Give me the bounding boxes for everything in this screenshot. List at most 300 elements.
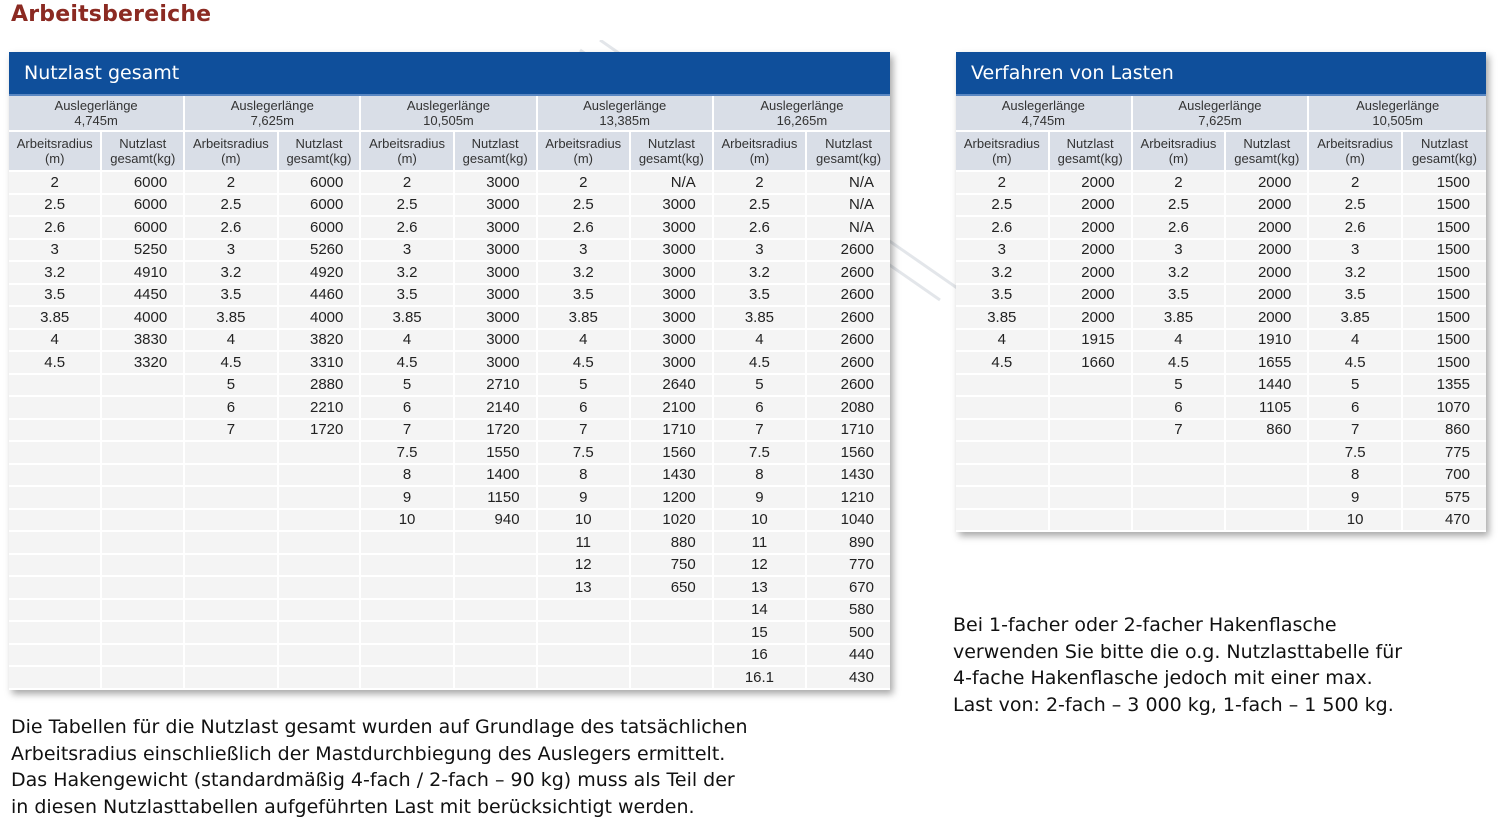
load-cell <box>455 600 538 623</box>
radius-cell <box>956 510 1050 533</box>
load-cell: 3000 <box>631 285 714 308</box>
radius-cell: 9 <box>1309 487 1403 510</box>
nutzlast-header <box>1403 132 1486 172</box>
arbeitsradius-header <box>185 132 278 172</box>
radius-cell: 4 <box>1309 330 1403 353</box>
radius-cell <box>185 487 278 510</box>
column-header-line: gesamt(kg) <box>462 151 528 166</box>
boom-length-header <box>714 96 890 132</box>
load-cell <box>102 577 185 600</box>
load-cell: 4460 <box>279 285 362 308</box>
radius-cell: 3.85 <box>9 307 102 330</box>
column-header-line: gesamt(kg) <box>638 151 704 166</box>
table-row <box>956 330 1486 353</box>
radius-cell <box>361 622 454 645</box>
load-cell: 1915 <box>1050 330 1133 353</box>
radius-cell: 14 <box>714 600 807 623</box>
radius-cell: 3.85 <box>1309 307 1403 330</box>
load-cell <box>1226 510 1309 533</box>
radius-cell: 4.5 <box>538 352 631 375</box>
radius-cell <box>956 465 1050 488</box>
load-cell: 1560 <box>631 442 714 465</box>
radius-cell <box>956 375 1050 398</box>
column-header-line: Nutzlast <box>1420 136 1468 151</box>
radius-cell: 2.5 <box>1309 195 1403 218</box>
radius-cell: 6 <box>538 397 631 420</box>
radius-cell <box>361 667 454 690</box>
table-row <box>9 217 890 240</box>
radius-cell <box>538 600 631 623</box>
column-header-line: (m) <box>992 151 1012 166</box>
note-line: verwenden Sie bitte die o.g. Nutzlasttabelle für <box>953 640 1403 663</box>
nutzlast-header <box>807 132 890 172</box>
column-header-line: (m) <box>749 151 770 166</box>
radius-cell <box>185 442 278 465</box>
load-cell: 3000 <box>455 195 538 218</box>
load-cell <box>279 667 362 690</box>
load-cell: 1150 <box>455 487 538 510</box>
table-row <box>956 397 1486 420</box>
load-cell: 1710 <box>631 420 714 443</box>
load-cell: 1070 <box>1403 397 1486 420</box>
load-cell: 2000 <box>1050 285 1133 308</box>
load-cell: 3000 <box>631 217 714 240</box>
column-header-line: Arbeitsradius <box>16 136 93 151</box>
radius-cell <box>185 577 278 600</box>
load-cell: 2600 <box>807 262 890 285</box>
boom-length-value: 10,505m <box>423 113 474 128</box>
column-header-line: Nutzlast <box>1243 136 1291 151</box>
radius-cell <box>9 645 102 668</box>
load-cell: 2100 <box>631 397 714 420</box>
radius-cell: 3.5 <box>1309 285 1403 308</box>
load-cell: 940 <box>455 510 538 533</box>
boom-length-label: Auslegerlänge <box>583 98 667 113</box>
load-cell <box>102 375 185 398</box>
load-cell: 2000 <box>1050 262 1133 285</box>
load-cell: 6000 <box>279 172 362 195</box>
radius-cell: 4.5 <box>714 352 807 375</box>
radius-cell: 4 <box>538 330 631 353</box>
radius-cell: 2 <box>1309 172 1403 195</box>
boom-length-header <box>1133 96 1310 132</box>
radius-cell: 3.5 <box>956 285 1050 308</box>
radius-cell: 3.85 <box>1133 307 1227 330</box>
load-cell: 1500 <box>1403 240 1486 263</box>
table-row <box>9 442 890 465</box>
load-cell: 2140 <box>455 397 538 420</box>
radius-cell: 3.2 <box>1133 262 1227 285</box>
load-cell: 4450 <box>102 285 185 308</box>
load-cell: 1660 <box>1050 352 1133 375</box>
load-cell: 2000 <box>1226 195 1309 218</box>
nutzlast-header <box>279 132 362 172</box>
load-cell: 6000 <box>102 195 185 218</box>
load-cell: 1105 <box>1226 397 1309 420</box>
arbeitsradius-header <box>538 132 631 172</box>
load-cell <box>279 577 362 600</box>
load-cell: N/A <box>807 195 890 218</box>
arbeitsradius-header <box>9 132 102 172</box>
table-row <box>9 330 890 353</box>
radius-cell: 7.5 <box>361 442 454 465</box>
radius-cell: 6 <box>185 397 278 420</box>
load-cell: 2000 <box>1226 307 1309 330</box>
load-cell: 3320 <box>102 352 185 375</box>
load-cell: 750 <box>631 555 714 578</box>
load-cell: 6000 <box>102 172 185 195</box>
nutzlast-gesamt-table <box>9 96 890 690</box>
load-cell <box>102 667 185 690</box>
radius-cell: 2.5 <box>714 195 807 218</box>
table-row <box>956 262 1486 285</box>
radius-cell <box>361 532 454 555</box>
load-cell: 3830 <box>102 330 185 353</box>
load-cell <box>631 622 714 645</box>
radius-cell: 2 <box>1133 172 1227 195</box>
radius-cell: 7.5 <box>1309 442 1403 465</box>
load-cell <box>279 645 362 668</box>
radius-cell <box>9 555 102 578</box>
radius-cell: 4.5 <box>9 352 102 375</box>
load-cell: 1500 <box>1403 330 1486 353</box>
boom-length-value: 13,385m <box>599 113 650 128</box>
load-cell <box>279 442 362 465</box>
radius-cell: 5 <box>361 375 454 398</box>
radius-cell: 3 <box>538 240 631 263</box>
radius-cell: 9 <box>361 487 454 510</box>
load-cell: 700 <box>1403 465 1486 488</box>
load-cell <box>279 622 362 645</box>
column-header-line: Nutzlast <box>1066 136 1114 151</box>
table-row <box>9 375 890 398</box>
radius-cell: 3.85 <box>538 307 631 330</box>
load-cell: 1550 <box>455 442 538 465</box>
radius-cell: 9 <box>714 487 807 510</box>
load-cell: 770 <box>807 555 890 578</box>
note-line: 4-fache Hakenflasche jedoch mit einer max. <box>953 667 1373 689</box>
radius-cell <box>538 645 631 668</box>
radius-cell: 7 <box>1133 420 1227 443</box>
radius-cell <box>9 622 102 645</box>
boom-length-value: 16,265m <box>776 113 828 128</box>
load-cell: 3000 <box>631 307 714 330</box>
column-header-line: Arbeitsradius <box>1140 136 1217 151</box>
radius-cell <box>361 577 454 600</box>
load-cell <box>455 667 538 690</box>
radius-cell: 2.6 <box>1309 217 1403 240</box>
column-header-line: Nutzlast <box>647 136 695 151</box>
table-row <box>956 420 1486 443</box>
load-cell: 4000 <box>102 307 185 330</box>
radius-cell <box>9 397 102 420</box>
column-header-line: gesamt(kg) <box>1411 151 1477 166</box>
load-cell <box>1226 465 1309 488</box>
load-cell: 4910 <box>102 262 185 285</box>
load-cell: 1710 <box>807 420 890 443</box>
load-cell: 2000 <box>1050 172 1133 195</box>
load-cell <box>1050 510 1133 533</box>
load-cell: 440 <box>807 645 890 668</box>
load-cell: 2000 <box>1226 217 1309 240</box>
radius-cell: 7 <box>361 420 454 443</box>
boom-length-label: Auslegerlänge <box>54 98 138 113</box>
radius-cell: 10 <box>361 510 454 533</box>
boom-length-value: 7,625m <box>1198 113 1242 128</box>
load-cell <box>631 667 714 690</box>
radius-cell: 3.2 <box>361 262 454 285</box>
radius-cell: 4 <box>956 330 1050 353</box>
radius-cell: 7 <box>714 420 807 443</box>
column-header-line: Arbeitsradius <box>545 136 622 151</box>
arbeitsradius-header <box>956 132 1050 172</box>
radius-cell: 5 <box>1133 375 1227 398</box>
table-row <box>9 195 890 218</box>
radius-cell: 3.5 <box>714 285 807 308</box>
load-cell: 3000 <box>631 330 714 353</box>
load-cell: 470 <box>1403 510 1486 533</box>
load-cell: 3000 <box>631 195 714 218</box>
table-row <box>9 240 890 263</box>
load-cell: 2080 <box>807 397 890 420</box>
load-cell: 3000 <box>455 285 538 308</box>
radius-cell: 2.6 <box>714 217 807 240</box>
arbeitsradius-header <box>1309 132 1403 172</box>
load-cell <box>102 622 185 645</box>
load-cell: 2600 <box>807 240 890 263</box>
load-cell: 2000 <box>1226 172 1309 195</box>
radius-cell: 10 <box>714 510 807 533</box>
load-cell <box>455 555 538 578</box>
table-row <box>956 217 1486 240</box>
nutzlast-gesamt-panel <box>9 52 890 690</box>
table-row <box>9 622 890 645</box>
load-cell <box>279 532 362 555</box>
radius-cell: 3.85 <box>714 307 807 330</box>
note-line: Bei 1-facher oder 2-facher Hakenflasche <box>953 614 1337 636</box>
load-cell: 2000 <box>1226 285 1309 308</box>
load-cell: 1560 <box>807 442 890 465</box>
radius-cell: 6 <box>361 397 454 420</box>
table-row <box>9 487 890 510</box>
boom-length-value: 4,745m <box>1021 113 1066 128</box>
load-cell: 500 <box>807 622 890 645</box>
load-cell: N/A <box>807 172 890 195</box>
radius-cell: 3.2 <box>9 262 102 285</box>
nutzlast-header <box>102 132 185 172</box>
table-row <box>9 262 890 285</box>
load-cell: 3310 <box>279 352 362 375</box>
load-cell <box>279 555 362 578</box>
load-cell: 5260 <box>279 240 362 263</box>
load-cell: 3000 <box>455 307 538 330</box>
radius-cell: 2.5 <box>9 195 102 218</box>
note-line: Arbeitsradius einschließlich der Mastdurchbiegung des Auslegers ermittelt. <box>11 742 726 765</box>
table-row <box>9 465 890 488</box>
radius-cell: 3 <box>361 240 454 263</box>
radius-cell: 3.2 <box>538 262 631 285</box>
radius-cell: 10 <box>538 510 631 533</box>
radius-cell <box>9 600 102 623</box>
radius-cell: 3 <box>185 240 278 263</box>
load-cell: 1040 <box>807 510 890 533</box>
boom-length-label: Auslegerlänge <box>1001 98 1085 113</box>
table-row <box>9 352 890 375</box>
radius-cell <box>9 420 102 443</box>
column-header-line: gesamt(kg) <box>1234 151 1300 166</box>
radius-cell <box>1133 510 1227 533</box>
boom-length-label: Auslegerlänge <box>760 98 844 113</box>
load-cell <box>455 577 538 600</box>
radius-cell: 4.5 <box>185 352 278 375</box>
radius-cell: 13 <box>538 577 631 600</box>
load-cell: 3000 <box>455 172 538 195</box>
load-cell: 2600 <box>807 375 890 398</box>
load-cell: 670 <box>807 577 890 600</box>
radius-cell: 10 <box>1309 510 1403 533</box>
load-cell: 6000 <box>279 195 362 218</box>
load-cell: 3000 <box>455 262 538 285</box>
load-cell: 880 <box>631 532 714 555</box>
load-cell: 5250 <box>102 240 185 263</box>
radius-cell <box>1133 487 1227 510</box>
load-cell <box>279 487 362 510</box>
table-row <box>956 487 1486 510</box>
radius-cell: 3.5 <box>538 285 631 308</box>
column-header-line: (m) <box>44 151 65 166</box>
boom-length-value: 7,625m <box>250 113 294 128</box>
table-row <box>956 510 1486 533</box>
radius-cell: 2.5 <box>1133 195 1227 218</box>
nutzlast-header <box>631 132 714 172</box>
load-cell: 4920 <box>279 262 362 285</box>
radius-cell: 4 <box>714 330 807 353</box>
radius-cell: 2.6 <box>1133 217 1227 240</box>
radius-cell: 2 <box>538 172 631 195</box>
radius-cell: 4 <box>361 330 454 353</box>
column-header-line: Nutzlast <box>471 136 519 151</box>
table-row <box>9 172 890 195</box>
radius-cell: 8 <box>361 465 454 488</box>
table-row <box>956 172 1486 195</box>
radius-cell: 3.85 <box>956 307 1050 330</box>
radius-cell: 2 <box>9 172 102 195</box>
radius-cell: 3.2 <box>185 262 278 285</box>
load-cell: 2000 <box>1050 217 1133 240</box>
verfahren-von-lasten-panel <box>956 52 1486 532</box>
load-cell: 2880 <box>279 375 362 398</box>
radius-cell <box>9 667 102 690</box>
load-cell: 3000 <box>631 262 714 285</box>
radius-cell <box>9 510 102 533</box>
radius-cell <box>185 465 278 488</box>
radius-cell: 3 <box>714 240 807 263</box>
nutzlast-gesamt-title: Nutzlast gesamt <box>9 52 890 96</box>
load-cell <box>279 510 362 533</box>
radius-cell <box>185 600 278 623</box>
load-cell: 1440 <box>1226 375 1309 398</box>
radius-cell: 3 <box>9 240 102 263</box>
load-cell: 2600 <box>807 352 890 375</box>
radius-cell: 3.85 <box>185 307 278 330</box>
load-cell: 1500 <box>1403 172 1486 195</box>
radius-cell <box>956 442 1050 465</box>
radius-cell: 6 <box>1133 397 1227 420</box>
boom-length-value: 4,745m <box>74 113 118 128</box>
column-header-line: gesamt(kg) <box>286 151 352 166</box>
load-cell: 430 <box>807 667 890 690</box>
load-cell: 650 <box>631 577 714 600</box>
load-cell: 3000 <box>455 240 538 263</box>
column-header-line: Arbeitsradius <box>192 136 269 151</box>
load-cell: 575 <box>1403 487 1486 510</box>
load-cell: 3000 <box>631 240 714 263</box>
verfahren-von-lasten-title: Verfahren von Lasten <box>956 52 1486 96</box>
column-header-line: (m) <box>1168 151 1189 166</box>
radius-cell <box>1133 442 1227 465</box>
table-row <box>956 442 1486 465</box>
radius-cell: 3.2 <box>1309 262 1403 285</box>
radius-cell <box>361 645 454 668</box>
load-cell <box>102 487 185 510</box>
load-cell: 775 <box>1403 442 1486 465</box>
radius-cell <box>9 442 102 465</box>
radius-cell: 15 <box>714 622 807 645</box>
load-cell: 3000 <box>455 352 538 375</box>
load-cell <box>631 600 714 623</box>
radius-cell <box>9 577 102 600</box>
load-cell: 1500 <box>1403 307 1486 330</box>
load-cell: 6000 <box>279 217 362 240</box>
radius-cell: 16.1 <box>714 667 807 690</box>
radius-cell: 2 <box>714 172 807 195</box>
boom-length-header <box>1309 96 1486 132</box>
radius-cell: 7 <box>1309 420 1403 443</box>
load-cell: 3000 <box>455 330 538 353</box>
radius-cell: 13 <box>714 577 807 600</box>
load-cell: 1020 <box>631 510 714 533</box>
column-header-line: gesamt(kg) <box>816 151 882 166</box>
radius-cell <box>9 465 102 488</box>
radius-cell: 2.6 <box>9 217 102 240</box>
radius-cell: 5 <box>538 375 631 398</box>
page-title: Arbeitsbereiche <box>11 2 212 27</box>
column-header-line: Nutzlast <box>825 136 873 151</box>
radius-cell <box>9 487 102 510</box>
column-header-line: (m) <box>221 151 241 166</box>
radius-cell <box>9 532 102 555</box>
load-cell: 1500 <box>1403 217 1486 240</box>
load-cell <box>102 645 185 668</box>
radius-cell: 3 <box>1309 240 1403 263</box>
note-line: Das Hakengewicht (standardmäßig 4-fach / 2-fach – 90 kg) muss als Teil der <box>11 769 735 791</box>
load-cell: 1500 <box>1403 195 1486 218</box>
table-row <box>9 307 890 330</box>
load-cell: 1720 <box>279 420 362 443</box>
radius-cell: 9 <box>538 487 631 510</box>
radius-cell <box>185 532 278 555</box>
boom-length-label: Auslegerlänge <box>230 98 314 113</box>
load-cell: 2000 <box>1050 307 1133 330</box>
radius-cell <box>185 645 278 668</box>
table-row <box>9 285 890 308</box>
radius-cell: 4.5 <box>1309 352 1403 375</box>
table-row <box>9 532 890 555</box>
load-cell <box>102 555 185 578</box>
radius-cell <box>185 510 278 533</box>
radius-cell: 5 <box>1309 375 1403 398</box>
column-header-line: (m) <box>397 151 417 166</box>
